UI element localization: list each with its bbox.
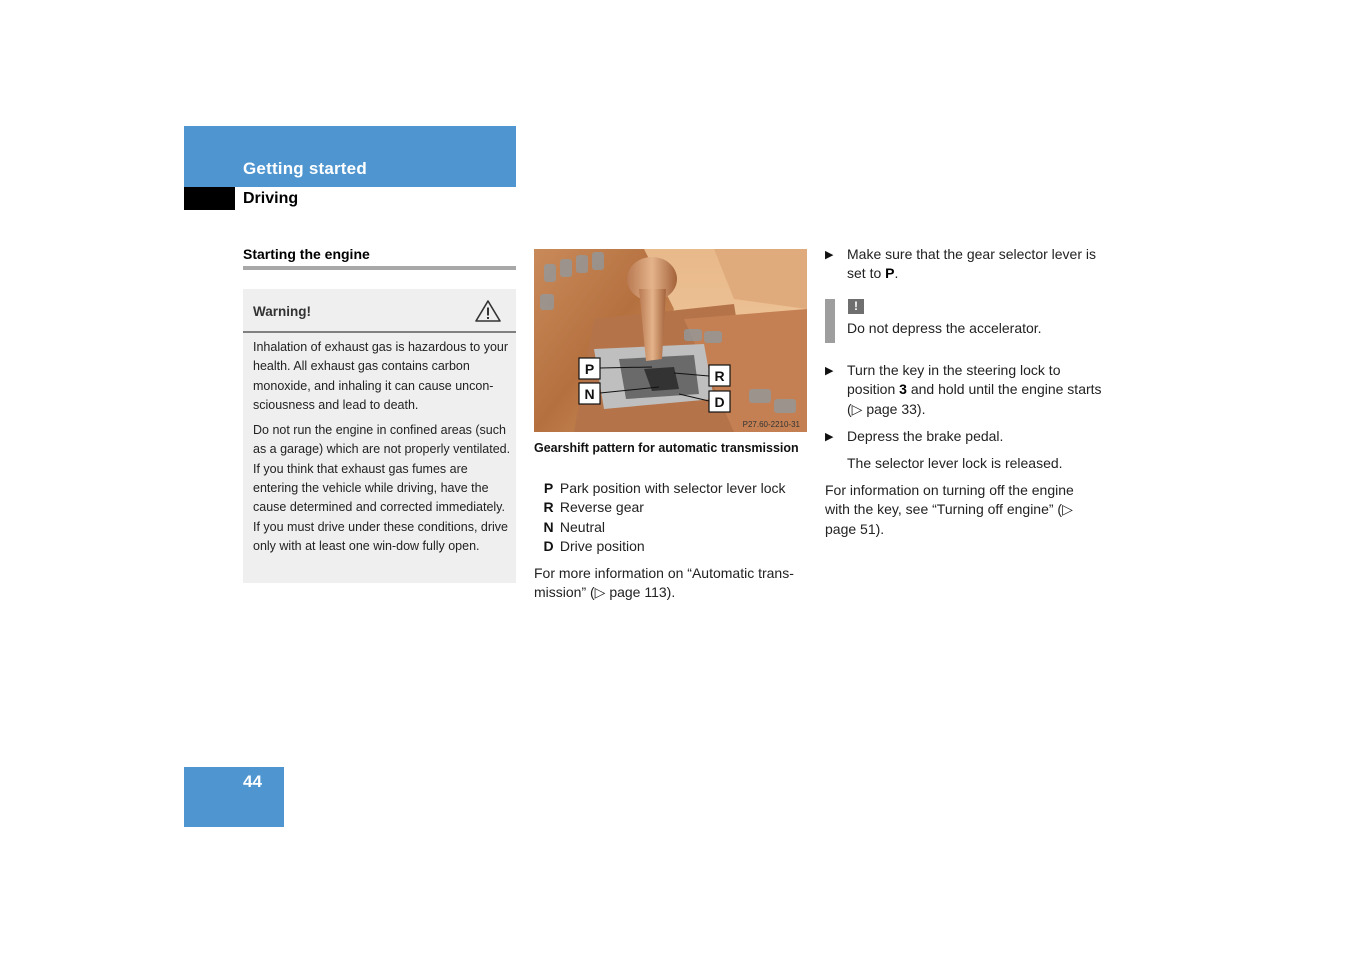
gear-text: Drive position <box>559 537 645 554</box>
page-number: 44 <box>243 772 262 791</box>
photo-label-n: N <box>584 386 595 402</box>
step-text: Make sure that the gear selector lever is set to <box>847 246 1097 282</box>
gear-text: Neutral <box>559 518 606 535</box>
photo-label-d: D <box>714 394 725 410</box>
section-title: Getting started <box>243 159 367 178</box>
warning-paragraph: Do not run the engine in confined areas (such as a garage) which are not properly ventilated. If you think that exhaust gas fumes are entering the vehicle while driving, have the cause determined and corrected immediately. If you must drive under these conditions, drive only with at least one win-dow fully open. <box>253 423 511 553</box>
bullet-arrow-icon: ▶ <box>825 431 834 443</box>
step-emphasis: P <box>885 265 895 282</box>
gear-text: Park position with selector lever lock <box>559 480 786 496</box>
warning-header <box>243 289 516 333</box>
note-text: Do not depress the accelerator. <box>847 320 1042 336</box>
step-text: . <box>894 265 899 282</box>
list-item <box>541 518 811 537</box>
photo-caption: Gearshift pattern for automatic transmission <box>534 441 799 455</box>
gear-key: N <box>543 518 554 535</box>
footer-info-text: For information on turning off the engine with the key, see “Turning off engine” (▷ page 51). <box>825 482 1074 537</box>
subsection-title: Driving <box>243 190 299 207</box>
bullet-arrow-icon: ▶ <box>825 249 834 261</box>
gear-legend <box>541 479 811 556</box>
bullet-arrow-icon: ▶ <box>825 365 834 377</box>
photo-label-r: R <box>714 368 725 384</box>
step-1 <box>847 245 1107 284</box>
list-item <box>541 479 811 498</box>
list-item <box>541 498 811 517</box>
step-2 <box>847 361 1107 419</box>
more-info-text: For more information on “Automatic trans-mission” (▷ page 113). <box>534 565 794 601</box>
gearshift-photo <box>534 249 807 432</box>
photo-label-p: P <box>584 361 595 377</box>
page-number-band <box>184 767 284 827</box>
list-item <box>541 537 811 556</box>
warning-body <box>253 338 511 562</box>
gear-key: R <box>543 499 554 516</box>
step-3-result: The selector lever lock is released. <box>847 455 1063 471</box>
step-text: and hold until the engine starts (▷ page 33). <box>847 381 1102 417</box>
step-emphasis: 3 <box>899 381 907 398</box>
step-text: Turn the key in the steering lock to position <box>847 362 1061 398</box>
exclamation-icon: ! <box>848 299 864 314</box>
gear-key: D <box>543 537 554 554</box>
photo-code: P27.60-2210-31 <box>742 420 800 429</box>
step-3: Depress the brake pedal. <box>847 428 1004 444</box>
gear-text: Reverse gear <box>559 499 644 516</box>
warning-triangle-icon <box>474 299 502 323</box>
gear-key: P <box>543 480 554 496</box>
subsection-marker <box>184 187 235 210</box>
note-bar <box>825 299 835 343</box>
warning-box <box>243 289 516 583</box>
heading-rule <box>243 266 516 270</box>
warning-paragraph: Inhalation of exhaust gas is hazardous to your health. All exhaust gas contains carbon monoxide, and inhaling it can cause uncon-sciousness and lead to death. <box>253 340 509 412</box>
topic-heading: Starting the engine <box>243 246 370 262</box>
warning-label: Warning! <box>253 304 311 319</box>
